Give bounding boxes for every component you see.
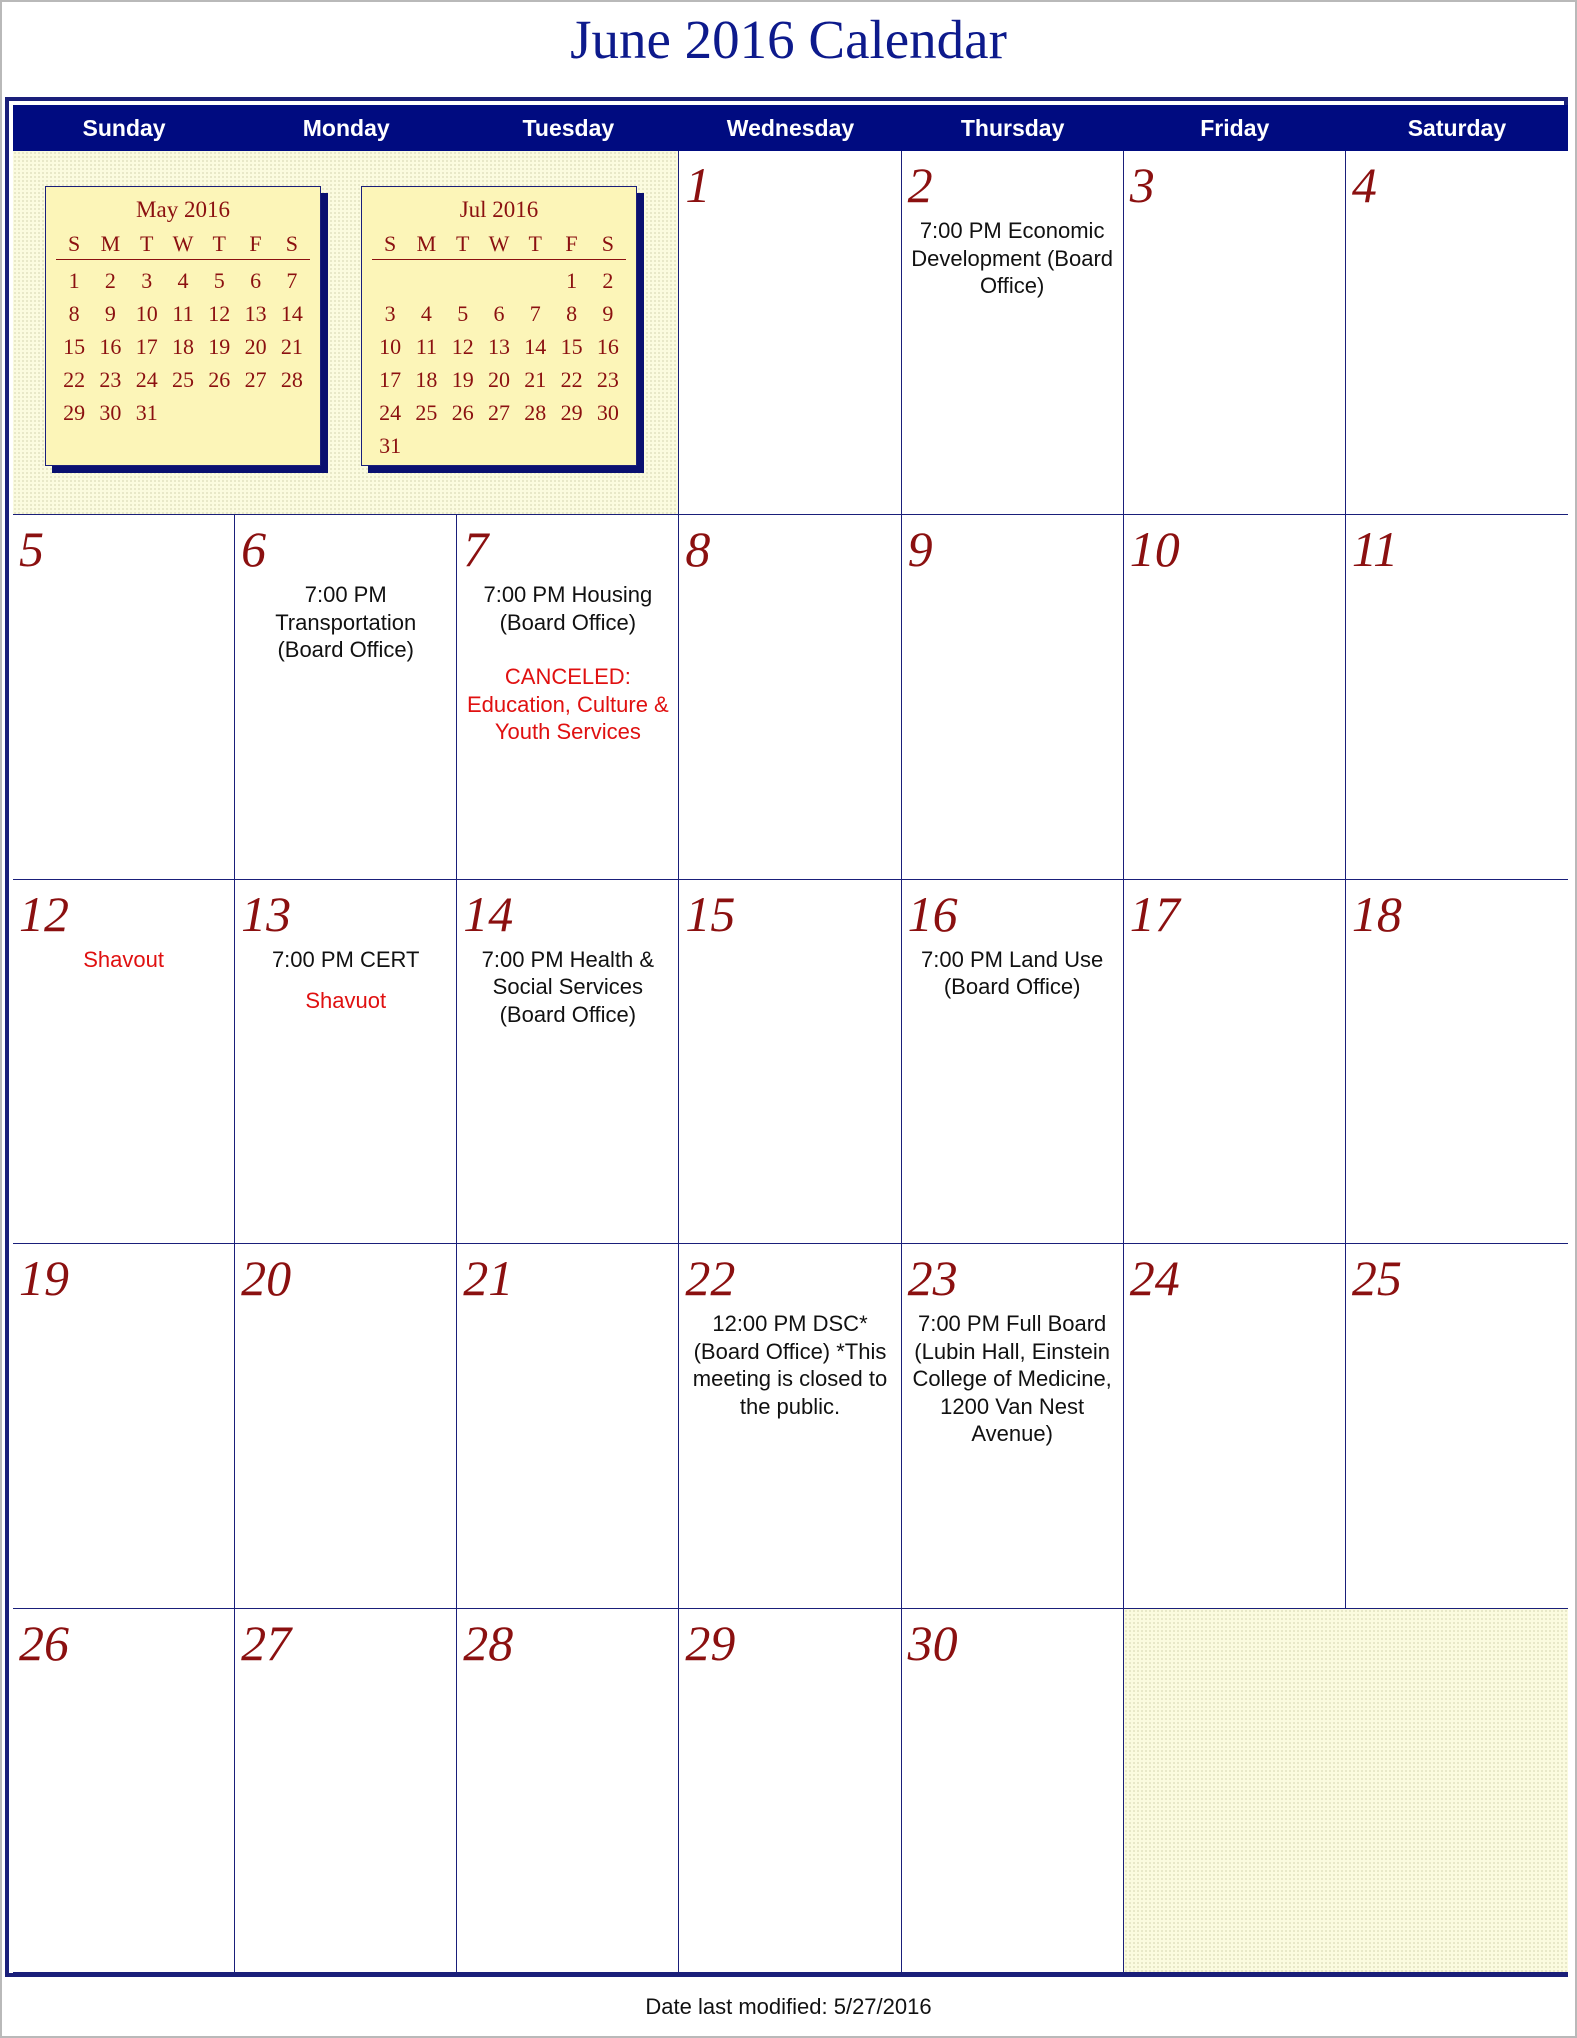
- mini-day: 19: [208, 334, 231, 359]
- meeting-event[interactable]: 7:00 PM Economic Development (Board Office): [911, 218, 1114, 298]
- mini-day: 15: [560, 334, 583, 359]
- mini-day: 2: [104, 268, 116, 293]
- day-events: [910, 1310, 1115, 1448]
- day-cell-12[interactable]: [13, 880, 235, 1244]
- mini-day: 1: [68, 268, 80, 293]
- mini-weekday-label: S: [384, 231, 397, 256]
- day-events: [21, 946, 226, 974]
- day-cell-26[interactable]: [13, 1609, 235, 1973]
- day-number: 18: [1351, 885, 1402, 942]
- day-number: 30: [907, 1614, 958, 1671]
- meeting-event[interactable]: 12:00 PM DSC* (Board Office) *This meeting is closed to the public.: [692, 1311, 888, 1419]
- mini-day: 17: [135, 334, 158, 359]
- day-cell-29[interactable]: [679, 1609, 901, 1973]
- mini-day: 10: [379, 334, 402, 359]
- day-cell-14[interactable]: [457, 880, 679, 1244]
- mini-day: [445, 264, 481, 297]
- mini-day: 25: [171, 367, 194, 392]
- day-events: [465, 581, 670, 746]
- mini-day: 17: [379, 367, 402, 392]
- mini-day: [165, 396, 201, 429]
- day-number: 13: [241, 885, 292, 942]
- mini-day: 29: [63, 400, 86, 425]
- mini-weekday-label: W: [172, 231, 194, 256]
- mini-weekday-label: S: [285, 231, 298, 256]
- mini-day: 20: [244, 334, 267, 359]
- mini-day: 16: [596, 334, 619, 359]
- meeting-event[interactable]: 7:00 PM CERT: [271, 946, 420, 972]
- day-events: [465, 946, 670, 1029]
- day-number: 5: [19, 521, 44, 578]
- mini-day: [445, 429, 481, 462]
- weekday-saturday: Saturday: [1407, 115, 1507, 141]
- mini-day: 21: [280, 334, 303, 359]
- mini-day: [92, 429, 128, 462]
- mini-calendar-weekdays: [56, 229, 310, 260]
- meeting-event[interactable]: 7:00 PM Full Board (Lubin Hall, Einstein College of Medicine, 1200 Van Nest Avenue): [912, 1311, 1112, 1447]
- mini-calendar-previous-month: [45, 186, 321, 466]
- day-cell-22[interactable]: [679, 1244, 901, 1608]
- mini-weekday-label: T: [528, 231, 542, 256]
- mini-calendar-title: Jul 2016: [459, 197, 539, 222]
- mini-day: [274, 429, 310, 462]
- day-cell-21[interactable]: [457, 1244, 679, 1608]
- mini-day: [517, 429, 553, 462]
- day-number: 29: [685, 1614, 736, 1671]
- mini-day: [274, 396, 310, 429]
- mini-weekday-label: S: [601, 231, 614, 256]
- mini-day: 8: [566, 301, 578, 326]
- day-cell-24[interactable]: [1124, 1244, 1346, 1608]
- day-cell-25[interactable]: [1346, 1244, 1568, 1608]
- mini-weekday-label: T: [455, 231, 470, 256]
- calendar-grid: [5, 97, 1568, 1977]
- mini-day: [237, 396, 273, 429]
- day-number: 8: [685, 521, 711, 578]
- day-events: [910, 217, 1115, 300]
- day-number: 9: [907, 521, 933, 578]
- day-cell-8[interactable]: [679, 515, 901, 879]
- day-number: 23: [907, 1250, 958, 1307]
- leading-filler-cell: [13, 151, 679, 515]
- mini-day: 19: [451, 367, 474, 392]
- day-number: 2: [907, 157, 933, 213]
- mini-calendar-next-month: [361, 186, 637, 466]
- day-cell-16[interactable]: [902, 880, 1124, 1244]
- day-cell-1[interactable]: [679, 151, 901, 515]
- mini-day: 8: [68, 301, 80, 326]
- mini-day: 30: [596, 400, 619, 425]
- mini-day: 25: [415, 400, 438, 425]
- day-number: 16: [907, 885, 958, 942]
- mini-day: 18: [415, 367, 438, 392]
- day-cell-2[interactable]: [902, 151, 1124, 515]
- holiday-or-notice[interactable]: Shavout: [83, 946, 164, 972]
- mini-day: 22: [560, 367, 583, 392]
- mini-day: [129, 429, 165, 462]
- day-cell-11[interactable]: [1346, 515, 1568, 879]
- mini-calendar-days: [56, 264, 310, 462]
- last-modified-footer: Date last modified: 5/27/2016: [645, 1994, 932, 2019]
- mini-day: 23: [99, 367, 122, 392]
- mini-day: [237, 429, 273, 462]
- weekday-wednesday: Wednesday: [726, 115, 855, 141]
- mini-day: [408, 429, 444, 462]
- mini-day: 1: [566, 268, 578, 293]
- day-cell-9[interactable]: [902, 515, 1124, 879]
- mini-day: [201, 396, 237, 429]
- day-cell-20[interactable]: [235, 1244, 457, 1608]
- day-cell-4[interactable]: [1346, 151, 1568, 515]
- mini-day: 16: [99, 334, 122, 359]
- mini-day: 4: [420, 301, 432, 326]
- mini-calendar-weekdays: [372, 229, 626, 260]
- mini-day: [590, 429, 626, 462]
- mini-day: 21: [524, 367, 547, 392]
- mini-day: 12: [208, 301, 231, 326]
- day-events: [243, 946, 448, 1015]
- mini-day: 7: [286, 268, 298, 293]
- weekday-friday: Friday: [1200, 115, 1270, 141]
- mini-day: 18: [171, 334, 194, 359]
- mini-day: [408, 264, 444, 297]
- mini-day: 6: [493, 301, 505, 326]
- holiday-or-notice[interactable]: CANCELED: Education, Culture & Youth Services: [466, 664, 669, 745]
- mini-day: 31: [135, 400, 158, 425]
- mini-day: 31: [379, 433, 402, 458]
- day-cell-30[interactable]: [902, 1609, 1124, 1973]
- mini-day: 22: [63, 367, 86, 392]
- day-number: 12: [19, 885, 69, 942]
- mini-day: 14: [524, 334, 547, 359]
- mini-day: [372, 264, 408, 297]
- meeting-event[interactable]: 7:00 PM Transportation (Board Office): [275, 582, 417, 663]
- weekday-thursday: Thursday: [960, 115, 1065, 141]
- day-cell-23[interactable]: [902, 1244, 1124, 1608]
- day-cell-5[interactable]: [13, 515, 235, 879]
- mini-day: 26: [451, 400, 474, 425]
- mini-calendar-title: May 2016: [136, 197, 230, 222]
- mini-day: 11: [415, 334, 438, 359]
- mini-day: 4: [177, 268, 189, 293]
- day-number: 28: [463, 1614, 514, 1671]
- mini-day: 12: [451, 334, 474, 359]
- mini-day: 13: [244, 301, 267, 326]
- mini-day: 15: [63, 334, 86, 359]
- day-number: 27: [241, 1614, 292, 1671]
- day-number: 17: [1129, 885, 1180, 942]
- mini-day: [481, 264, 517, 297]
- weekday-sunday: Sunday: [82, 115, 166, 141]
- mini-day: 3: [384, 301, 396, 326]
- mini-weekday-label: S: [68, 231, 81, 256]
- page-title: June 2016 Calendar: [570, 9, 1007, 70]
- mini-day: [553, 429, 589, 462]
- mini-day: 23: [596, 367, 619, 392]
- weekday-header: [13, 105, 1568, 151]
- day-cell-15[interactable]: [679, 880, 901, 1244]
- day-events: [910, 946, 1115, 1001]
- mini-day: 14: [280, 301, 303, 326]
- day-cell-28[interactable]: [457, 1609, 679, 1973]
- mini-day: [56, 429, 92, 462]
- trailing-filler-cell: [1124, 1609, 1568, 1973]
- day-cell-17[interactable]: [1124, 880, 1346, 1244]
- weekday-monday: Monday: [302, 115, 390, 141]
- day-number: 24: [1129, 1250, 1180, 1307]
- mini-day: 5: [213, 268, 225, 293]
- mini-day: 6: [250, 268, 262, 293]
- mini-day: 13: [487, 334, 510, 359]
- day-number: 14: [463, 885, 514, 942]
- day-number: 15: [685, 885, 736, 942]
- day-cell-18[interactable]: [1346, 880, 1568, 1244]
- mini-day: 28: [280, 367, 303, 392]
- mini-day: 7: [529, 301, 541, 326]
- mini-day: 9: [602, 301, 614, 326]
- day-number: 10: [1129, 521, 1180, 578]
- mini-day: [201, 429, 237, 462]
- mini-day: 11: [172, 301, 194, 326]
- day-number: 22: [685, 1250, 736, 1307]
- day-cell-10[interactable]: [1124, 515, 1346, 879]
- day-number: 1: [685, 157, 711, 213]
- mini-weekday-label: M: [100, 231, 121, 256]
- mini-day: 10: [135, 301, 158, 326]
- meeting-event[interactable]: 7:00 PM Housing (Board Office): [483, 582, 653, 635]
- mini-day: 5: [457, 301, 469, 326]
- mini-weekday-label: T: [212, 231, 226, 256]
- day-cell-7[interactable]: [457, 515, 679, 879]
- mini-day: [481, 429, 517, 462]
- mini-weekday-label: F: [565, 231, 578, 256]
- weekday-tuesday: Tuesday: [522, 115, 615, 141]
- day-number: 19: [19, 1250, 69, 1307]
- mini-day: 3: [141, 268, 153, 293]
- day-number: 3: [1129, 157, 1155, 213]
- mini-day: 20: [487, 367, 510, 392]
- day-number: 21: [463, 1250, 514, 1307]
- day-cell-13[interactable]: [235, 880, 457, 1244]
- mini-calendar-days: [372, 264, 626, 462]
- day-events: [687, 1310, 892, 1420]
- mini-day: 2: [602, 268, 614, 293]
- mini-day: 24: [135, 367, 158, 392]
- day-cell-3[interactable]: [1124, 151, 1346, 515]
- mini-day: 27: [487, 400, 510, 425]
- meeting-event[interactable]: 7:00 PM Health & Social Services (Board Office): [481, 946, 655, 1027]
- mini-day: 29: [560, 400, 583, 425]
- day-number: 25: [1351, 1250, 1402, 1307]
- mini-day: 26: [208, 367, 231, 392]
- day-number: 7: [463, 521, 489, 578]
- day-cell-6[interactable]: [235, 515, 457, 879]
- day-number: 20: [241, 1250, 292, 1307]
- mini-weekday-label: T: [139, 231, 154, 256]
- mini-day: 30: [99, 400, 122, 425]
- mini-day: [517, 264, 553, 297]
- month-grid: [13, 151, 1568, 1973]
- day-cell-27[interactable]: [235, 1609, 457, 1973]
- day-number: 11: [1351, 521, 1399, 578]
- day-number: 26: [19, 1614, 69, 1671]
- meeting-event[interactable]: 7:00 PM Land Use (Board Office): [921, 946, 1104, 1000]
- day-events: [243, 581, 448, 664]
- mini-weekday-label: W: [488, 231, 510, 256]
- mini-day: 27: [244, 367, 267, 392]
- day-number: 6: [241, 521, 267, 578]
- mini-day: [165, 429, 201, 462]
- day-cell-19[interactable]: [13, 1244, 235, 1608]
- holiday-or-notice[interactable]: Shavuot: [305, 988, 387, 1014]
- mini-day: 9: [104, 301, 116, 326]
- mini-weekday-label: M: [416, 231, 437, 256]
- day-number: 4: [1351, 157, 1377, 213]
- mini-day: 28: [524, 400, 547, 425]
- mini-day: 24: [379, 400, 402, 425]
- mini-weekday-label: F: [249, 231, 262, 256]
